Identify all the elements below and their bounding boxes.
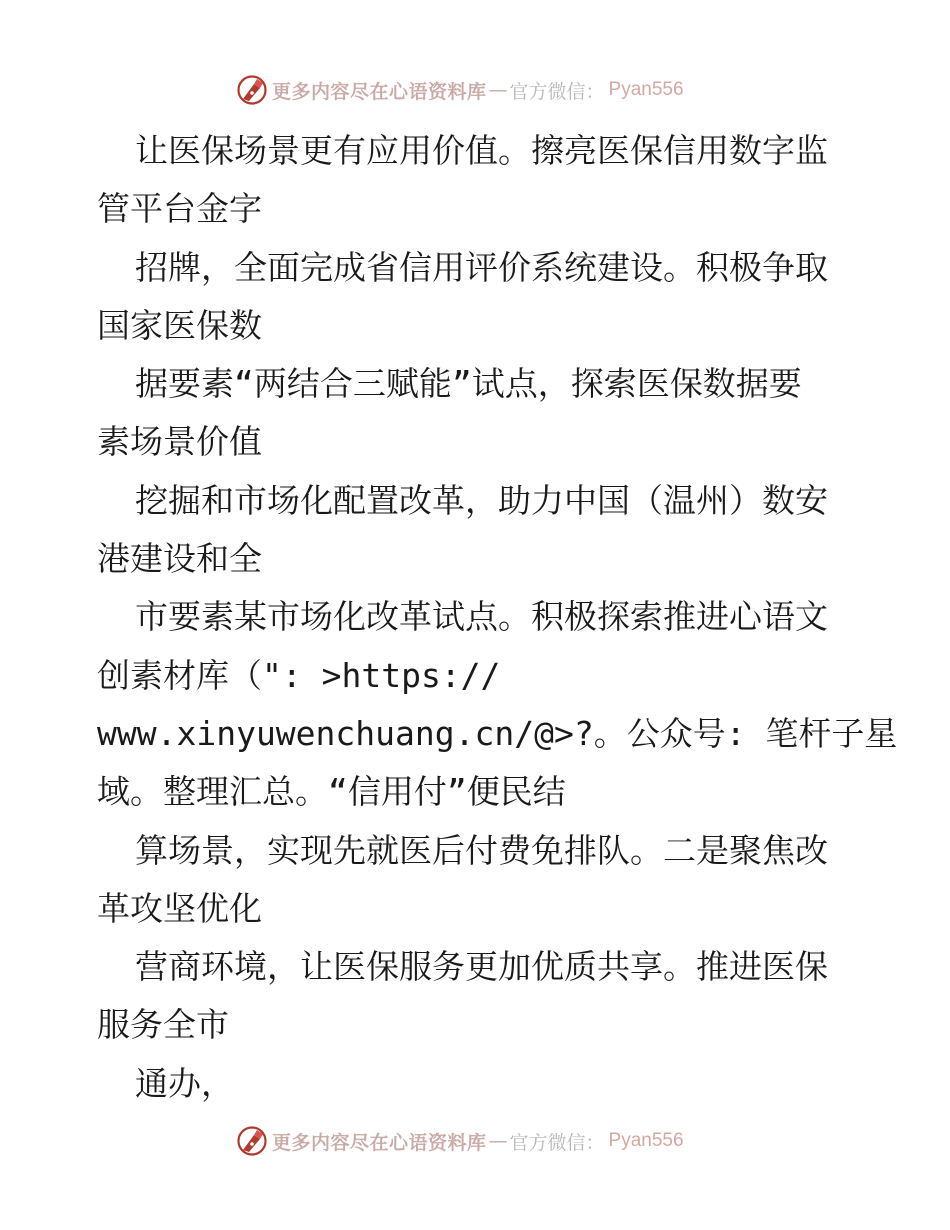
banner-wechat-label: 官方微信 [509, 1131, 586, 1154]
text-line: 算场景，实现先就医后付费免排队。二是聚焦改 [135, 830, 828, 870]
text-line: 市要素某市场化改革试点。积极探索推进心语文 [135, 597, 828, 637]
text-line: www.xinyuwenchuang.cn/@>?。公众号: 笔杆子星 [97, 713, 898, 753]
banner-separator: — [488, 79, 508, 101]
banner-wechat-id: Pyan556 [608, 1130, 684, 1151]
pen-nib-logo-icon [236, 1125, 268, 1157]
footer-banner [236, 1124, 684, 1158]
text-line: 招牌，全面完成省信用评价系统建设。积极争取 [135, 247, 828, 287]
text-line: 域。整理汇总。“信用付”便民结 [97, 772, 566, 812]
banner-wechat-id: Pyan556 [608, 79, 684, 100]
pen-nib-logo-icon [236, 74, 268, 106]
text-line: 素场景价值 [97, 422, 262, 462]
text-line: 服务全市 [97, 1005, 229, 1045]
body-text [97, 122, 898, 1113]
banner-colon: ： [585, 80, 605, 103]
text-line: 营商环境，让医保服务更加优质共享。推进医保 [135, 947, 828, 987]
banner-separator: — [488, 1130, 508, 1152]
text-line: 创素材库（": >https:// [97, 655, 501, 695]
text-line: 挖掘和市场化配置改革，助力中国（温州）数安 [135, 480, 828, 520]
text-line: 通办， [135, 1063, 234, 1103]
banner-colon: ： [585, 1131, 605, 1154]
header-banner [236, 73, 684, 107]
text-line: 港建设和全 [97, 539, 262, 579]
text-line: 管平台金字 [97, 189, 262, 229]
banner-promo-text: 更多内容尽在心语资料库 [272, 80, 487, 103]
text-line: 革攻坚优化 [97, 888, 262, 928]
text-line: 据要素“两结合三赋能”试点，探索医保数据要 [135, 364, 802, 404]
text-line: 让医保场景更有应用价值。擦亮医保信用数字监 [135, 131, 828, 170]
text-line: 国家医保数 [97, 305, 262, 345]
banner-wechat-label: 官方微信 [509, 80, 586, 103]
banner-promo-text: 更多内容尽在心语资料库 [272, 1131, 487, 1154]
